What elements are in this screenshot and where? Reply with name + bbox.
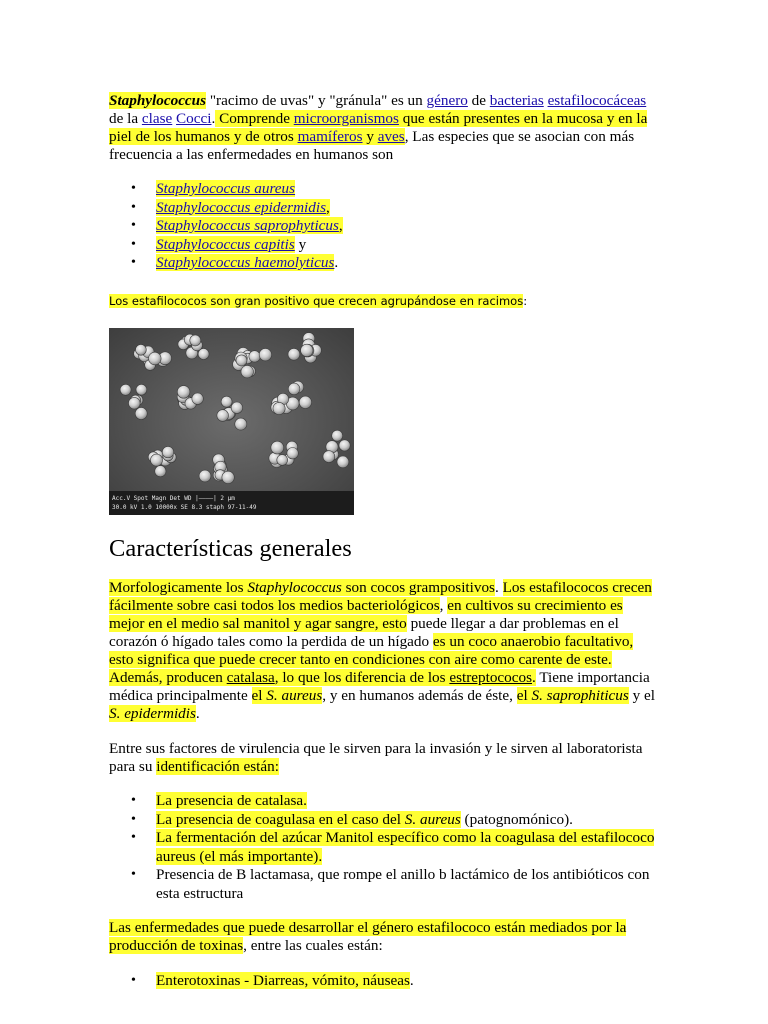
coccus-cell [337, 456, 349, 468]
coccus-cell [221, 396, 232, 407]
coccus-cell [162, 446, 173, 457]
coccus-cell [339, 440, 350, 451]
coccus-cell [323, 451, 335, 463]
list-item: • Presencia de B lactamasa, que rompe el anillo b lactámico de los antibióticos con esta estructura [109, 866, 661, 903]
intro-paragraph: Staphylococcus "racimo de uvas" y "gránula" es un género de bacterias estafilococáceas de la clase Cocci. Comprende microorganismos que están presentes en la mucosa y en la piel de los humanos y de otros mamíferos y aves, Las especies que se asocian con más frecuencia a las enfermedades en humanos son [109, 92, 648, 163]
coccus-cell [273, 402, 285, 414]
coccus-cell [288, 383, 300, 395]
list-item: • Staphylococcus epidermidis, [109, 199, 343, 218]
coccus-cell [332, 430, 343, 441]
list-item: • Staphylococcus haemolyticus. [109, 254, 343, 273]
species-link[interactable]: Staphylococcus aureus [156, 180, 296, 197]
mamiferos-link[interactable]: mamíferos [297, 128, 363, 145]
coccus-cell [135, 408, 147, 420]
diseases-paragraph: Las enfermedades que puede desarrollar el género estafilococo están mediados por la producción de toxinas, entre las cuales están: [109, 919, 627, 954]
list-item: • Enterotoxinas - Diarreas, vómito, náuseas. [109, 972, 414, 991]
coccus-cell [155, 466, 166, 477]
bacterias-link[interactable]: bacterias [489, 92, 544, 109]
estafilococaceas-link[interactable]: estafilococáceas [547, 92, 647, 109]
cocci-link[interactable]: Cocci [176, 110, 212, 127]
list-item: • La presencia de catalasa. [109, 792, 661, 811]
list-item: • Staphylococcus saprophyticus, [109, 217, 343, 236]
coccus-cell [120, 384, 131, 395]
coccus-cell [199, 470, 211, 482]
etymology-text: "racimo de uvas" y "gránula" es un [206, 92, 427, 109]
micrograph-caption-1: Acc.V Spot Magn Det WD |————| 2 μm [112, 495, 235, 502]
list-item: • La presencia de coagulasa en el caso del S. aureus (patognomónico). [109, 811, 661, 830]
coccus-cell [288, 348, 300, 360]
estreptococos-link[interactable]: estreptococos [449, 669, 532, 686]
coccus-cell [151, 454, 163, 466]
species-link[interactable]: Staphylococcus saprophyticus [156, 217, 339, 234]
coccus-cell [299, 396, 311, 408]
catalasa-link[interactable]: catalasa [226, 669, 275, 686]
coccus-cell [198, 349, 209, 360]
coccus-cell [235, 418, 247, 430]
micrograph-image [109, 328, 354, 515]
aves-link[interactable]: aves [377, 128, 405, 145]
species-link[interactable]: Staphylococcus haemolyticus [156, 254, 335, 271]
genero-link[interactable]: género [426, 92, 468, 109]
coccus-cell [231, 402, 242, 413]
gram-note: Los estafilococos son gran positivo que crecen agrupándose en racimos: [109, 294, 528, 308]
toxins-list [109, 972, 414, 991]
coccus-cell [136, 344, 147, 355]
morphology-paragraph: Morfologicamente los Staphylococcus son cocos grampositivos. Los estafilococos crecen fácilmente sobre casi todos los medios bacteriológicos, en cultivos su crecimiento es mejor en el medio sal manitol y agar sangre, esto puede llegar a dar problemas en el corazón ó hígado tales como la perdida de un hígado es un coco anaerobio facultativo, esto significa que puede crecer tanto en condiciones con aire como carente de este. Además, producen catalasa, lo que los diferencia de los estreptococos. Tiene importancia médica principalmente el S. aureus, y en humanos además de éste, el S. saprophiticus y el S. epidermidis. [109, 579, 655, 722]
genus-name: Staphylococcus [109, 92, 207, 109]
coccus-cell [136, 384, 147, 395]
coccus-cell [301, 344, 313, 356]
coccus-cell [287, 448, 298, 459]
species-link[interactable]: Staphylococcus capitis [156, 235, 295, 253]
list-item: • La fermentación del azúcar Manitol específico como la coagulasa del estafilococo aureus (el más importante). [109, 829, 661, 866]
coccus-cell [129, 397, 141, 409]
species-link[interactable]: Staphylococcus epidermidis [156, 198, 326, 216]
micrograph-caption-2: 30.0 kV 1.0 10000x SE 8.3 staph 97-11-49 [112, 504, 257, 511]
coccus-cell [249, 351, 260, 362]
coccus-cell [177, 386, 190, 399]
coccus-cell [259, 349, 271, 361]
virulence-paragraph: Entre sus factores de virulencia que le sirven para la invasión y le sirven al laboratorista para su identificación están: [109, 740, 643, 775]
section-heading: Características generales [109, 535, 352, 562]
microorganismos-link[interactable]: microorganismos [293, 110, 399, 127]
coccus-cell [222, 471, 234, 483]
micrograph-picture [109, 328, 354, 515]
coccus-cell [277, 455, 288, 466]
coccus-cell [241, 366, 253, 378]
virulence-factors-list [109, 792, 661, 903]
list-item [109, 180, 343, 199]
coccus-cell [190, 335, 201, 346]
clase-link[interactable]: clase [141, 110, 173, 127]
coccus-cell [236, 355, 247, 366]
list-item: • Staphylococcus capitis y [109, 236, 343, 255]
coccus-cell [271, 441, 284, 454]
species-list [109, 180, 343, 273]
coccus-cell [149, 352, 162, 365]
coccus-cell [217, 410, 229, 422]
coccus-cell [192, 393, 203, 404]
